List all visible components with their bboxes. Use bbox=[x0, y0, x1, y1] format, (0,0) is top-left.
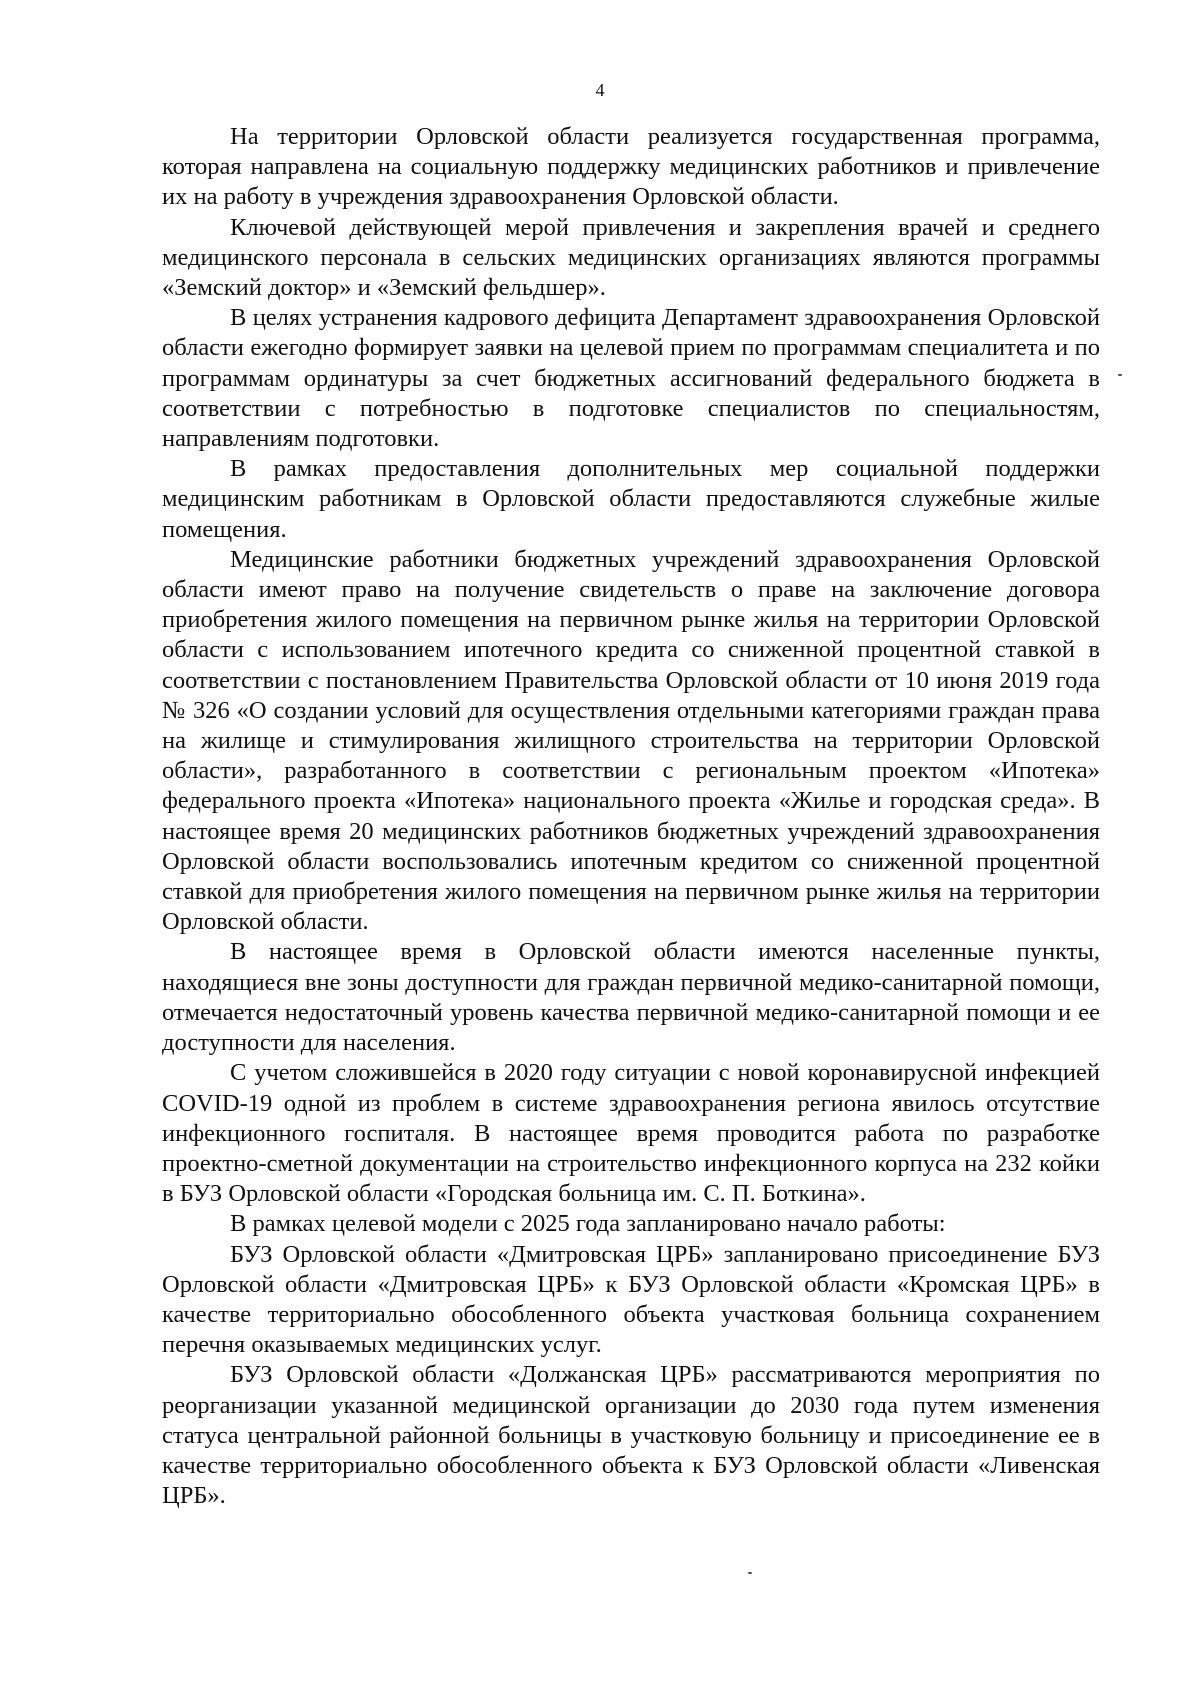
paragraph-dmitrovsk-merger: БУЗ Орловской области «Дмитровская ЦРБ» запланировано присоединение БУЗ Орловской области «Дмитровская ЦРБ» к БУЗ Орловской области «Кромская ЦРБ» в качестве территориально обособленного объекта участковая больница сохранением перечня оказываемых медицинских услуг. bbox=[162, 1240, 1100, 1359]
scan-speck bbox=[748, 1572, 752, 1574]
page-number: 4 bbox=[595, 80, 605, 100]
scan-speck bbox=[1118, 374, 1122, 376]
body-text bbox=[162, 122, 1100, 1511]
paragraph-covid-hospital: С учетом сложившейся в 2020 году ситуации с новой коронавирусной инфекцией COVID-19 одной из проблем в системе здравоохранения региона явилось отсутствие инфекционного госпиталя. В настоящее время проводится работа по разработке проектно-сметной документации на строительство инфекционного корпуса на 232 койки в БУЗ Орловской области «Городская больница им. С. П. Боткина». bbox=[162, 1059, 1100, 1208]
paragraph-target-model-intro: В рамках целевой модели с 2025 года запланировано начало работы: bbox=[230, 1210, 946, 1238]
paragraph-housing-support: В рамках предоставления дополнительных мер социальной поддержки медицинским работникам в Орловской области предоставляются служебные жилые помещения. bbox=[162, 455, 1100, 543]
paragraph-targeted-admission: В целях устранения кадрового дефицита Департамент здравоохранения Орловской области ежегодно формирует заявки на целевой прием по программам специалитета и по программам ординатуры за счет бюджетных ассигнований федерального бюджета в соответствии с потребностью в подготовке специалистов по специальностям, направлениям подготовки. bbox=[162, 304, 1100, 453]
paragraph-mortgage-certificates: Медицинские работники бюджетных учреждений здравоохранения Орловской области имеют право на получение свидетельств о праве на заключение договора приобретения жилого помещения на первичном рынке жилья на территории Орловской области с использованием ипотечного кредита со сниженной процентной ставкой в соответствии с постановлением Правительства Орловской области от 10 июня 2019 года № 326 «О создании условий для осуществления отдельными категориями граждан права на жилище и стимулирования жилищного строительства на территории Орловской области», разработанного в соответствии с региональным проектом «Ипотека» федерального проекта «Ипотека» национального проекта «Жилье и городская среда». В настоящее время 20 медицинских работников бюджетных учреждений здравоохранения Орловской области воспользовались ипотечным кредитом со сниженной процентной ставкой для приобретения жилого помещения на первичном рынке жилья на территории Орловской области. bbox=[162, 545, 1100, 936]
paragraph-zemsky-programs: Ключевой действующей мерой привлечения и закрепления врачей и среднего медицинского персонала в сельских медицинских организациях являются программы «Земский доктор» и «Земский фельдшер». bbox=[162, 213, 1100, 302]
paragraph-dolzhansk-reorganization: БУЗ Орловской области «Должанская ЦРБ» рассматриваются мероприятия по реорганизации указанной медицинской организации до 2030 года путем изменения статуса центральной районной больницы в участковую больницу и присоединение ее в качестве территориально обособленного объекта к БУЗ Орловской области «Ливенская ЦРБ». bbox=[162, 1361, 1100, 1510]
paragraph-access-zones: В настоящее время в Орловской области имеются населенные пункты, находящиеся вне зоны доступности для граждан первичной медико-санитарной помощи, отмечается недостаточный уровень качества первичной медико-санитарной помощи и ее доступности для населения. bbox=[162, 938, 1100, 1057]
paragraph-state-program: На территории Орловской области реализуется государственная программа, которая направлена на социальную поддержку медицинских работников и привлечение их на работу в учреждения здравоохранения Орловской области. bbox=[162, 123, 1100, 211]
